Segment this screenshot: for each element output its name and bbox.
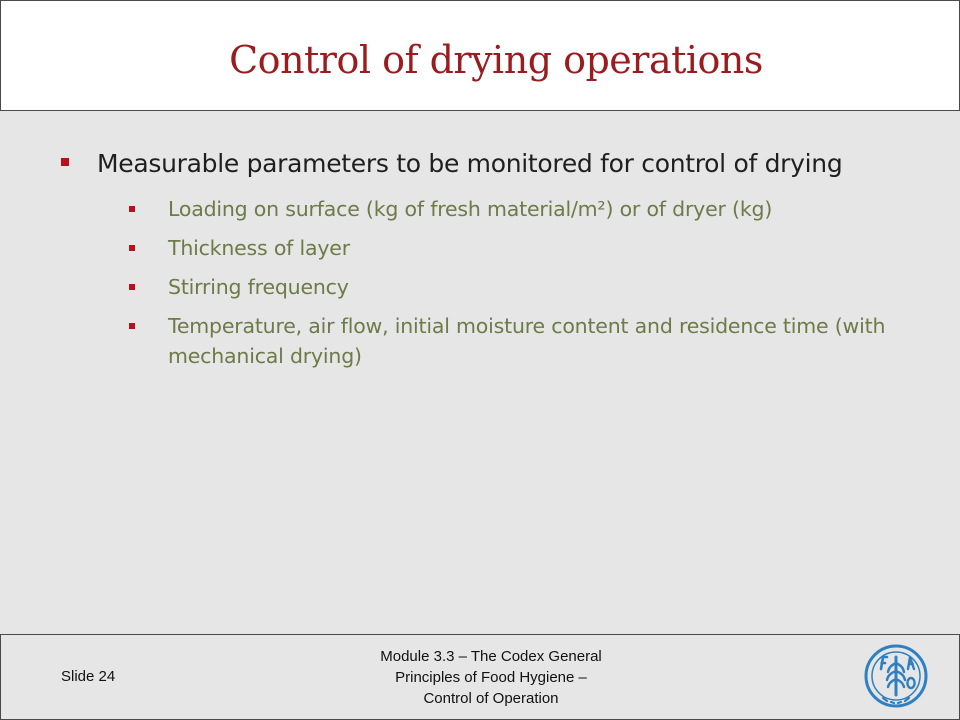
slide-content [60,146,920,380]
sub-bullet-item [128,311,920,371]
slide-title: Control of drying operations [229,38,763,82]
sub-bullet-text: Temperature, air flow, initial moisture content and residence time (with mechanical drying) [168,314,886,368]
square-bullet-icon [129,206,135,212]
sub-bullet-item [128,272,920,302]
sub-bullet-item [128,194,920,224]
bullet-item [60,146,920,181]
sub-bullet-text: Loading on surface (kg of fresh material/m²) or of dryer (kg) [168,197,773,221]
module-caption [311,646,671,709]
slide-number: Slide 24 [61,668,116,685]
sub-bullet-list [60,194,920,371]
slide-footer [0,634,960,720]
square-bullet-icon [129,245,135,251]
square-bullet-icon [129,284,135,290]
square-bullet-icon [61,158,69,166]
title-bar [0,0,960,111]
module-caption-line: Principles of Food Hygiene – [395,669,587,686]
module-caption-line: Control of Operation [423,690,559,707]
square-bullet-icon [129,323,135,329]
sub-bullet-item [128,233,920,263]
module-caption-line: Module 3.3 – The Codex General [380,648,602,665]
sub-bullet-text: Thickness of layer [168,236,350,260]
sub-bullet-text: Stirring frequency [168,275,349,299]
bullet-text: Measurable parameters to be monitored for control of drying [97,149,843,178]
fao-logo-icon [863,643,929,709]
